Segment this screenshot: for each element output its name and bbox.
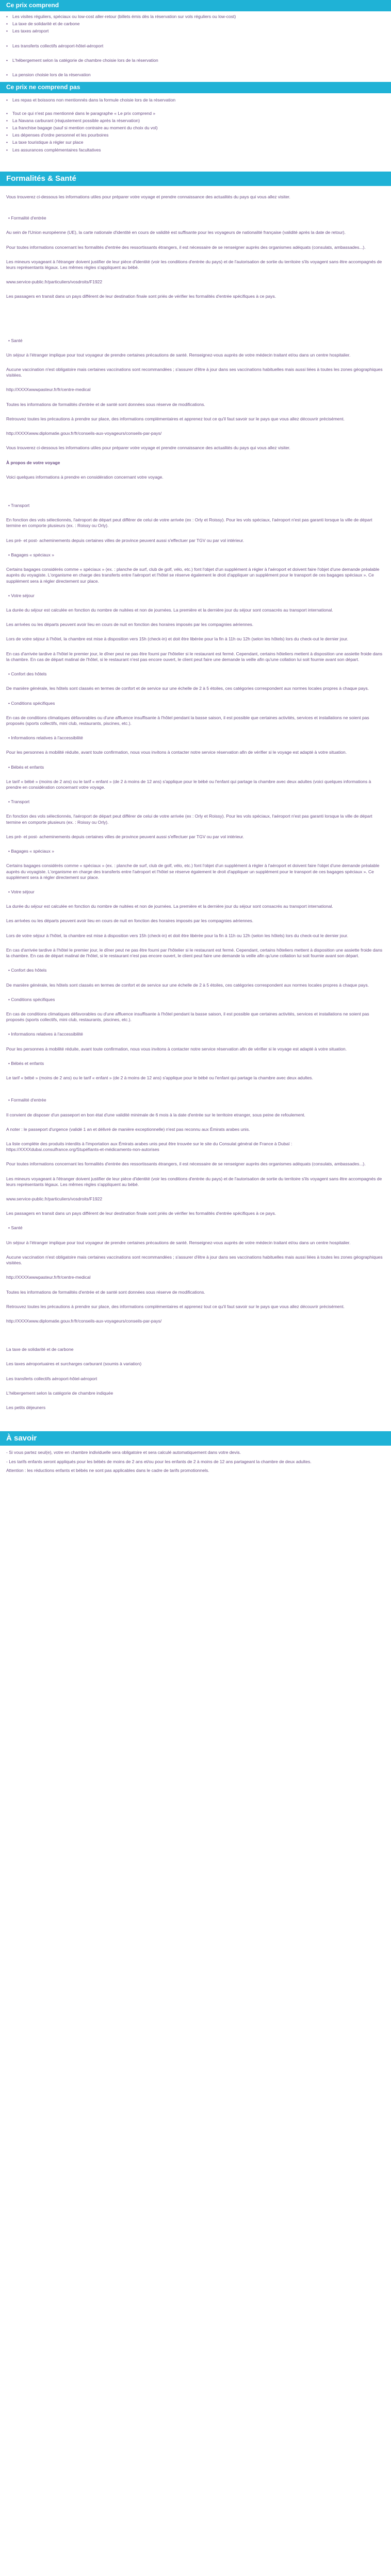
paragraph: Un séjour à l'étranger implique pour tout voyageur de prendre certaines précautions de santé. Renseignez-vous auprès de votre médecin traitant et/ou dans un centre hospitalier. [6,1240,351,1245]
paragraph: Pour les personnes à mobilité réduite, avant toute confirmation, nous vous invitons à contacter notre service réservation afin de vérifier si le voyage est adapté à votre situation. [6,750,347,755]
list-item: La Navana carburant (réajustement possible après la réservation) [12,117,140,123]
list-item: La franchise bagage (sauf si mention contraire au moment du choix du vol) [12,125,158,130]
subheading: • Votre séjour [8,889,35,894]
paragraph: Les arrivées ou les départs peuvent avoir lieu en cours de nuit en fonction des horaires imposés par les compagnies aériennes. [6,622,254,628]
apropos-body [0,503,391,1411]
bullet-icon: • [6,21,8,27]
link[interactable]: http://XXXXwww.diplomatie.gouv.fr/fr/conseils-aux-voyageurs/conseils-par-pays/ [6,431,162,436]
bullet-icon: • [6,97,8,103]
link[interactable]: www.service-public.fr/particuliers/vosdroits/F1922 [6,279,103,285]
subheading: • Bagages « spéciaux » [8,552,54,557]
paragraph: Certains bagages considérés comme « spéciaux » (ex. : planche de surf, club de golf, vélo, etc.) font l'objet d'un supplément à régler à l'aéroport et doivent faire l'objet d'une demande préalable auprès du voyagiste. L'organisme en charge des transferts entre l'aéroport et l'hôtel se réserve également le droit d'appliquer un supplément pour le transport de ces bagages spéciaux ». Ce supplément sera à régler directement sur place. [6,863,380,880]
subheading: • Bébés et enfants [8,1060,44,1066]
paragraph: Vous trouverez ci-dessous les informations utiles pour préparer votre voyage et prendre connaissance des actualités du pays qui vous allez visiter. [6,194,290,199]
paragraph: A noter : le passeport d'urgence (validé 1 an et délivré de manière exceptionnelle) n'est pas reconnu aux Émirats arabes unis. [6,1126,250,1132]
bullet-icon: • [6,28,8,34]
bullet-icon: • [6,132,8,138]
subheading: • Conditions spécifiques [8,996,55,1002]
subheading: • Formalité d'entrée [8,1097,46,1103]
paragraph: Attention : les réductions enfants et bébés ne sont pas applicables dans le cadre de tarifs promotionnels. [6,1467,209,1473]
paragraph: Les passagers en transit dans un pays différent de leur destination finale sont priés de vérifier les formalités d'entrée spécifiques à ce pays. [6,294,276,299]
paragraph: Certains bagages considérés comme « spéciaux » (ex. : planche de surf, club de golf, vélo, etc.) font l'objet d'un supplément à régler à l'aéroport et doivent faire l'objet d'une demande préalable auprès du voyagiste. L'organisme en charge des transferts entre l'aéroport et l'hôtel se réserve également le droit d'appliquer un supplément pour le transport de ces bagages spéciaux ». Ce supplément sera à régler directement sur place. [6,567,380,584]
link[interactable]: www.service-public.fr/particuliers/vosdroits/F1922 [6,1196,103,1202]
paragraph: Un séjour à l'étranger implique pour tout voyageur de prendre certaines précautions de santé. Renseignez-vous auprès de votre médecin traitant et/ou dans un centre hospitalier. [6,352,351,358]
formalites-header [0,172,391,186]
list-item: Les taxes aéroport [12,28,49,34]
paragraph: Toutes les informations de formalités d'entrée et de santé sont données sous réserve de modifications. [6,1289,205,1295]
paragraph: Pour toutes informations concernant les formalités d'entrée des ressortissants étrangers, il est nécessaire de se renseigner auprès des organismes adéquats (consulats, ambassades...). [6,1161,366,1167]
paragraph: Lors de votre séjour à l'hôtel, la chambre est mise à disposition vers 15h (check-in) et doit être libérée pour la fin à 11h ou 12h (selon les hôtels) lors du check-out le dernier jour. [6,636,348,642]
paragraph: Voici quelques informations à prendre en considération concernant votre voyage. [6,474,164,480]
nepas-header [0,82,391,93]
nepas-list [0,93,391,153]
paragraph: Les pré- et post- acheminements depuis certaines villes de province peuvent aussi s'effectuer par TGV ou par vol intérieur. [6,834,245,839]
bullet-icon: • [6,43,8,48]
subheading: • Formalité d'entrée [8,215,46,221]
subheading: • Conditions spécifiques [8,700,55,706]
paragraph: Le tarif « bébé » (moins de 2 ans) ou le tarif « enfant » (de 2 à moins de 12 ans) s'applique pour le bébé ou l'enfant qui partage la chambre avec deux adultes (voici quelques informations à prendre en considération concernant votre voyage. [6,778,371,790]
bullet-icon: • [6,147,8,152]
paragraph: En cas d'arrivée tardive à l'hôtel le premier jour, le dîner peut ne pas être fourni par l'hôtelier si le restaurant est fermé. Cependant, certains hôteliers mettent à disposition une assiette froide dans la chambre. En cas de départ matinal de l'hôtel, si le restaurant n'est pas encore ouvert, le client peut faire une demande la veille afin qu'une collation lui soit fournie avant son départ. [6,947,383,959]
asavoir-header [0,1431,391,1446]
list-item: La taxe de solidarité et de carbone [12,21,80,27]
paragraph: Les arrivées ou les départs peuvent avoir lieu en cours de nuit en fonction des horaires imposés par les compagnies aériennes. [6,918,254,924]
subheading: • Informations relatives à l'accessibilité [8,1031,83,1037]
paragraph: De manière générale, les hôtels sont classés en termes de confort et de service sur une échelle de 2 à 5 étoiles, ces catégories correspondent aux normes locales propres à chaque pays. [6,982,369,988]
subheading: • Bagages « spéciaux » [8,849,54,854]
paragraph: La durée du séjour est calculée en fonction du nombre de nuitées et non de journées. La première et la dernière jour du séjour sont consacrés au transport international. [6,904,333,909]
subheading: • Confort des hôtels [8,968,47,973]
apropos-title: À propos de votre voyage [6,460,60,465]
paragraph: Retrouvez toutes les précautions à prendre sur place, des informations complémentaires et apprenez tout ce qu'il faut savoir sur le pays que vous allez découvrir précisément. [6,416,345,421]
paragraph: Les petits déjeuners [6,1405,46,1411]
list-item: Les assurances complémentaires facultatives [12,147,101,152]
paragraph: Aucune vaccination n'est obligatoire mais certaines vaccinations sont recommandées ; s'assurer d'être à jour dans ses vaccinations habituelles mais aussi liées à toutes les zones géographiques visitées. [6,1254,383,1266]
comprend-title: Ce prix comprend [6,2,59,9]
list-item: Les visites réguliers, spéciaux ou low-cost aller-retour (billets émis dès la réservation sur vols réguliers ou low-cost) [12,14,236,19]
paragraph: Pour les personnes à mobilité réduite, avant toute confirmation, nous vous invitons à contacter notre service réservation afin de vérifier si le voyage est adapté à votre situation. [6,1046,347,1052]
paragraph: Les pré- et post- acheminements depuis certaines villes de province peuvent aussi s'effectuer par TGV ou par vol intérieur. [6,537,245,543]
bullet-icon: • [6,57,8,63]
link[interactable]: La liste complète des produits interdits à l'importation aux Émirats arabes unis peut être trouvée sur le site du Consulat général de France à Dubaï : https://XXXXdubai.consulfrance.org/Stupéfiants-et-médicaments-non-autorises [6,1141,292,1153]
paragraph: En fonction des vols sélectionnés, l'aéroport de départ peut différer de celui de votre arrivée (ex : Orly et Roissy). Pour les vols spéciaux, l'aéroport n'est pas garanti lorsque la ville de départ termine en comporte plusieurs (ex. : Roissy ou Orly). [6,517,372,529]
list-item: La pension choisie lors de la réservation [12,72,91,78]
subheading: • Transport [8,799,30,805]
paragraph: En cas de conditions climatiques défavorables ou d'une affluence insuffisante à l'hôtel pendant la basse saison, il est possible que certaines activités, services et installations ne soient pas proposés (sports collectifs, mini club, restaurants, piscines, etc.). [6,1011,369,1023]
asavoir-title: À savoir [6,1434,37,1443]
bullet-icon: • [6,125,8,130]
paragraph: Toutes les informations de formalités d'entrée et de santé sont données sous réserve de modifications. [6,401,205,407]
list-item: Tout ce qui n'est pas mentionné dans le paragraphe « Le prix comprend » [12,110,156,116]
bullet-icon: • [6,110,8,116]
bullet-icon: • [6,140,8,145]
paragraph: Au sein de l'Union européenne (UE), la carte nationale d'identité en cours de validité est suffisante pour les voyageurs de nationalité française (validité après la date de retour). [6,230,346,235]
paragraph: Le tarif « bébé » (moins de 2 ans) ou le tarif « enfant » (de 2 à moins de 12 ans) s'applique pour le bébé ou l'enfant qui partage la chambre avec deux adultes. [6,1075,313,1081]
paragraph: Il convient de disposer d'un passeport en bon état d'une validité minimale de 6 mois à la date d'entrée sur le territoire etranger, sous peine de refoulement. [6,1112,305,1117]
paragraph: - Les tarifs enfants seront appliqués pour les bébés de moins de 2 ans et/ou pour les enfants de 2 à moins de 12 ans partageant la chambre de deux adultes. [6,1459,312,1464]
comprend-header [0,0,391,11]
paragraph: En fonction des vols sélectionnés, l'aéroport de départ peut différer de celui de votre arrivée (ex : Orly et Roissy). Pour les vols spéciaux, l'aéroport n'est pas garanti lorsque la ville de départ termine en comporte plusieurs (ex. : Roissy ou Orly). [6,814,372,825]
bullet-icon: • [6,14,8,19]
paragraph: De manière générale, les hôtels sont classés en termes de confort et de service sur une échelle de 2 à 5 étoiles, ces catégories correspondent aux normes locales propres à chaque pays. [6,686,369,691]
paragraph: Aucune vaccination n'est obligatoire mais certaines vaccinations sont recommandées ; s'assurer d'être à jour dans ses vaccinations habituelles mais aussi liées à toutes les zones géographiques visitées. [6,367,383,378]
comprend-list [0,11,391,78]
paragraph: Pour toutes informations concernant les formalités d'entrée des ressortissants étrangers, il est nécessaire de se renseigner auprès des organismes adéquats (consulats, ambassades...). [6,244,366,250]
paragraph: L'hébergement selon la catégorie de chambre indiquée [6,1390,113,1396]
paragraph: La durée du séjour est calculée en fonction du nombre de nuitées et non de journées. La première et la dernière jour du séjour sont consacrés au transport international. [6,607,333,613]
paragraph: - Si vous partez seul(e), votre en chambre individuelle sera obligatoire et sera calculé automatiquement dans votre devis. [6,1450,241,1455]
paragraph: Les passagers en transit dans un pays différent de leur destination finale sont priés de vérifier les formalités d'entrée spécifiques à ce pays. [6,1211,276,1216]
list-item: L'hébergement selon la catégorie de chambre choisie lors de la réservation [12,57,158,63]
subheading: • Santé [8,337,23,343]
formalites-body [0,186,391,480]
bullet-icon: • [6,117,8,123]
subheading: • Votre séjour [8,592,35,598]
paragraph: Les mineurs voyageant à l'étranger doivent justifier de leur pièce d'identité (voir les conditions d'entrée du pays) et de l'autorisation de sortie du territoire s'ils voyagent sans être accompagnés de leurs représentants légaux. Les mêmes règles s'appliquent au bébé. [6,1176,382,1187]
paragraph: En cas d'arrivée tardive à l'hôtel le premier jour, le dîner peut ne pas être fourni par l'hôtelier si le restaurant est fermé. Cependant, certains hôteliers mettent à disposition une assiette froide dans la chambre. En cas de départ matinal de l'hôtel, si le restaurant n'est pas encore ouvert, le client peut faire une demande la veille afin qu'une collation lui soit fournie avant son départ. [6,651,383,662]
list-item: Les transferts collectifs aéroport-hôtel-aéroport [12,43,104,48]
bullet-icon: • [6,72,8,78]
link[interactable]: http://XXXXwwwpasteur.fr/fr/centre-medical [6,387,91,393]
formalites-title: Formalités & Santé [6,174,76,183]
list-item: Les repas et boissons non mentionnés dans la formule choisie lors de la réservation [12,97,176,103]
paragraph: Vous trouverez ci-dessous les informations utiles pour préparer votre voyage et prendre connaissance des actualités du pays qui vous allez visiter. [6,445,290,451]
paragraph: Les mineurs voyageant à l'étranger doivent justifier de leur pièce d'identité (voir les conditions d'entrée du pays) et de l'autorisation de sortie du territoire s'ils voyagent sans être accompagnés de leurs représentants légaux. Les mêmes règles s'appliquent au bébé. [6,259,382,270]
link[interactable]: http://XXXXwwwpasteur.fr/fr/centre-medical [6,1275,91,1280]
paragraph: Les taxes aéroportuaires et surcharges carburant (soumis à variation) [6,1361,142,1367]
list-item: Les dépenses d'ordre personnel et les pourboires [12,132,109,138]
asavoir-body [0,1446,391,1473]
subheading: • Santé [8,1225,23,1231]
paragraph: Les transferts collectifs aéroport-hôtel-aéroport [6,1376,97,1381]
subheading: • Informations relatives à l'accessibilité [8,735,83,741]
subheading: • Transport [8,503,30,508]
nepas-title: Ce prix ne comprend pas [6,83,80,91]
link[interactable]: http://XXXXwww.diplomatie.gouv.fr/fr/conseils-aux-voyageurs/conseils-par-pays/ [6,1318,162,1324]
paragraph: En cas de conditions climatiques défavorables ou d'une affluence insuffisante à l'hôtel pendant la basse saison, il est possible que certaines activités, services et installations ne soient pas proposés (sports collectifs, mini club, restaurants, piscines, etc.). [6,715,369,726]
subheading: • Bébés et enfants [8,764,44,770]
paragraph: La taxe de solidarité et de carbone [6,1347,74,1352]
subheading: • Confort des hôtels [8,671,47,677]
paragraph: Lors de votre séjour à l'hôtel, la chambre est mise à disposition vers 15h (check-in) et doit être libérée pour la fin à 11h ou 12h (selon les hôtels) lors du check-out le dernier jour. [6,933,348,938]
list-item: La taxe touristique à régler sur place [12,140,84,145]
paragraph: Retrouvez toutes les précautions à prendre sur place, des informations complémentaires et apprenez tout ce qu'il faut savoir sur le pays que vous allez découvrir précisément. [6,1303,345,1309]
